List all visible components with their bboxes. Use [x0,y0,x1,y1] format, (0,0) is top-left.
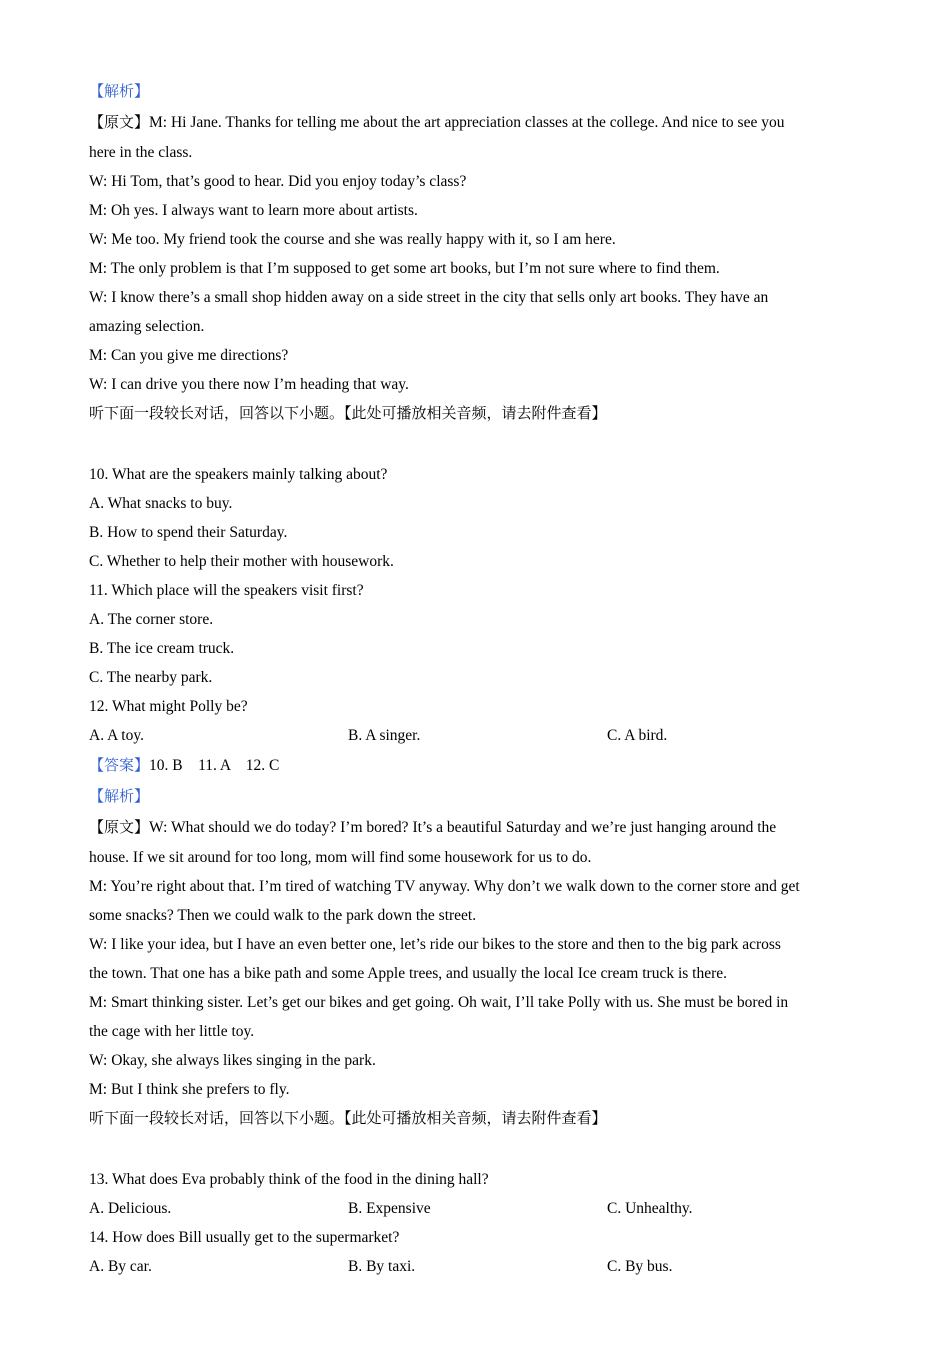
transcript-line: M: You’re right about that. I’m tired of watching TV anyway. Why don’t we walk down to the corner store and get [89,878,800,895]
answer-line [89,750,869,781]
answer-values: 10. B 11. A 12. C [149,757,280,774]
options-row-14 [89,1252,869,1281]
options-row-13 [89,1194,869,1223]
option-10a: A. What snacks to buy. [89,495,233,512]
option-13a: A. Delicious. [89,1200,172,1217]
transcript-line: W: Me too. My friend took the course and she was really happy with it, so I am here. [89,231,616,248]
transcript-line: some snacks? Then we could walk to the park down the street. [89,907,477,924]
transcript-line: M: The only problem is that I’m supposed to get some art books, but I’m not sure where to find them. [89,260,720,277]
question-10: 10. What are the speakers mainly talking about? [89,466,388,483]
options-row-12 [89,721,869,750]
original-text-label: 【原文】 [89,113,150,131]
transcript-line: W: Okay, she always likes singing in the park. [89,1052,376,1069]
transcript-line: house. If we sit around for too long, mom will find some housework for us to do. [89,849,592,866]
document-page [89,76,869,1281]
answer-label: 【答案】 [89,756,150,774]
transcript-line: M: Smart thinking sister. Let’s get our bikes and get going. Oh wait, I’ll take Polly with us. She must be bored in [89,994,789,1011]
transcript-line: the town. That one has a bike path and some Apple trees, and usually the local Ice cream truck is there. [89,965,728,982]
option-11b: B. The ice cream truck. [89,640,235,657]
transcript-line: W: I can drive you there now I’m heading that way. [89,376,409,393]
option-13b: B. Expensive [348,1200,431,1217]
transcript-line: 【原文】M: Hi Jane. Thanks for telling me about the art appreciation classes at the college. And nice to see you [89,113,785,131]
listening-instruction: 听下面一段较长对话，回答以下小题。【此处可播放相关音频，请去附件查看】 [89,404,607,422]
spacer [89,1133,869,1165]
transcript-line: W: Hi Tom, that’s good to hear. Did you enjoy today’s class? [89,173,467,190]
option-11a: A. The corner store. [89,611,214,628]
option-10c: C. Whether to help their mother with housework. [89,553,394,570]
transcript-line: M: But I think she prefers to fly. [89,1081,290,1098]
option-13c: C. Unhealthy. [607,1200,693,1217]
transcript-line: M: Oh yes. I always want to learn more about artists. [89,202,418,219]
question-11: 11. Which place will the speakers visit first? [89,582,364,599]
transcript-line: here in the class. [89,144,193,161]
option-10b: B. How to spend their Saturday. [89,524,288,541]
question-13: 13. What does Eva probably think of the food in the dining hall? [89,1171,489,1188]
transcript-line: the cage with her little toy. [89,1023,255,1040]
option-12a: A. A toy. [89,727,144,744]
listening-instruction: 听下面一段较长对话，回答以下小题。【此处可播放相关音频，请去附件查看】 [89,1109,607,1127]
original-text-label: 【原文】 [89,818,150,836]
analysis-label: 【解析】 [89,787,150,805]
transcript-line: 【原文】W: What should we do today? I’m bored? It’s a beautiful Saturday and we’re just hanging around the [89,818,777,836]
option-12c: C. A bird. [607,727,668,744]
option-14a: A. By car. [89,1258,152,1275]
analysis-label: 【解析】 [89,82,150,100]
spacer [89,428,869,460]
question-14: 14. How does Bill usually get to the supermarket? [89,1229,400,1246]
option-12b: B. A singer. [348,727,421,744]
option-14c: C. By bus. [607,1258,673,1275]
transcript-line: amazing selection. [89,318,205,335]
option-14b: B. By taxi. [348,1258,416,1275]
option-11c: C. The nearby park. [89,669,213,686]
transcript-line: M: Can you give me directions? [89,347,289,364]
transcript-line: W: I like your idea, but I have an even better one, let’s ride our bikes to the store and then to the big park across [89,936,781,953]
question-12: 12. What might Polly be? [89,698,248,715]
transcript-line: W: I know there’s a small shop hidden away on a side street in the city that sells only art books. They have an [89,289,769,306]
